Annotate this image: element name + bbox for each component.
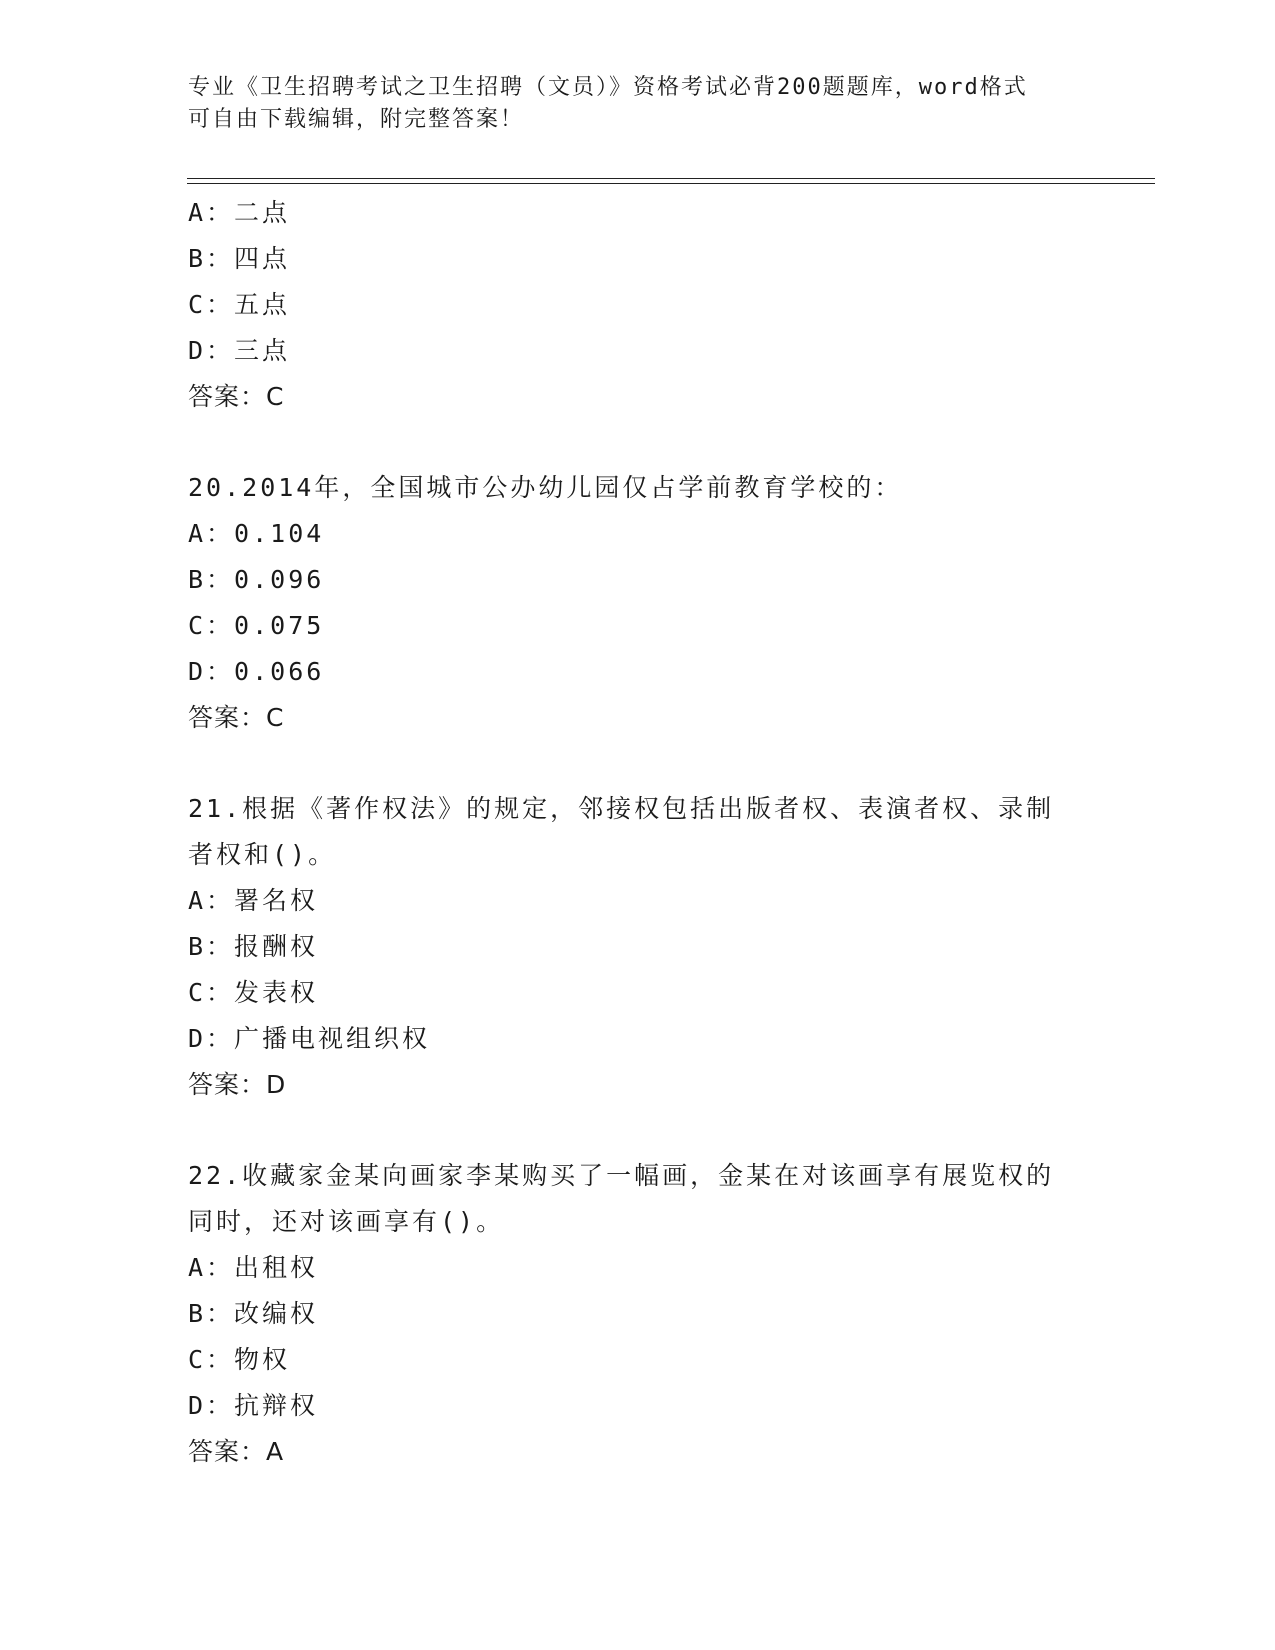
question-stem-line-2: 者权和()。 — [188, 840, 337, 869]
option-b: B：改编权 — [188, 1299, 319, 1328]
header-rule-top — [187, 178, 1155, 179]
header-rule-bottom — [187, 183, 1155, 184]
option-a: A：署名权 — [188, 886, 319, 915]
option-b: B：0.096 — [188, 565, 325, 594]
option-c: C：0.075 — [188, 611, 325, 640]
document-header — [188, 72, 1088, 136]
answer: 答案：D — [188, 1070, 287, 1099]
question-stem: 20.2014年，全国城市公办幼儿园仅占学前教育学校的： — [188, 473, 903, 502]
option-c: C：五点 — [188, 290, 291, 319]
option-b: B：四点 — [188, 244, 291, 273]
question-list — [188, 190, 1088, 1475]
answer: 答案：C — [188, 382, 285, 411]
option-a: A：0.104 — [188, 519, 325, 548]
option-c: C：发表权 — [188, 978, 319, 1007]
question-stem-line-2: 同时，还对该画享有()。 — [188, 1207, 505, 1236]
option-d: D：抗辩权 — [188, 1391, 319, 1420]
question-22 — [188, 1153, 1088, 1475]
option-b: B：报酬权 — [188, 932, 319, 961]
option-a: A：出租权 — [188, 1253, 319, 1282]
question-21 — [188, 786, 1088, 1108]
question-19 — [188, 190, 1088, 420]
option-d: D：0.066 — [188, 657, 325, 686]
option-a: A：二点 — [188, 198, 291, 227]
answer: 答案：A — [188, 1437, 285, 1466]
question-20 — [188, 465, 1088, 741]
option-d: D：三点 — [188, 336, 291, 365]
question-stem-line-1: 22.收藏家金某向画家李某购买了一幅画，金某在对该画享有展览权的 — [188, 1161, 1055, 1190]
header-line-1: 专业《卫生招聘考试之卫生招聘（文员）》资格考试必背200题题库，word格式 — [188, 75, 1028, 100]
answer: 答案：C — [188, 703, 285, 732]
option-d: D：广播电视组织权 — [188, 1024, 431, 1053]
option-c: C：物权 — [188, 1345, 291, 1374]
question-stem-line-1: 21.根据《著作权法》的规定，邻接权包括出版者权、表演者权、录制 — [188, 794, 1055, 823]
header-line-2: 可自由下载编辑，附完整答案！ — [188, 107, 525, 132]
